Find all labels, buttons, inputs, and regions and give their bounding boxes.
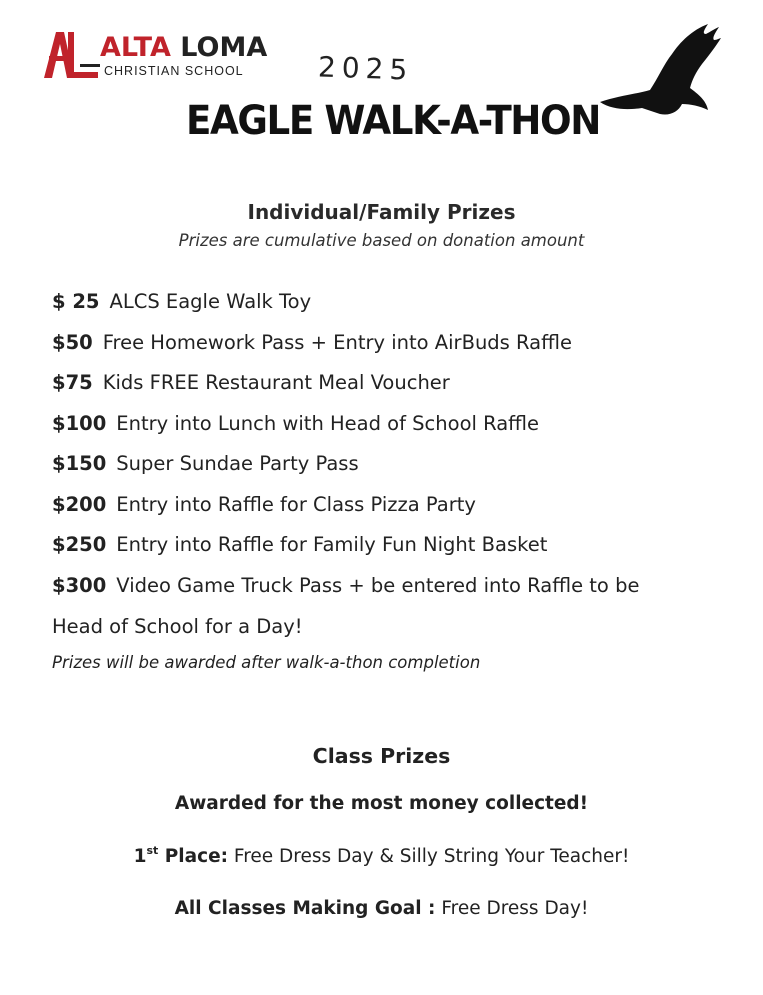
prize-text: ALCS Eagle Walk Toy — [109, 290, 312, 313]
prize-text: Entry into Raffle for Family Fun Night Basket — [116, 533, 548, 556]
all-classes-text: Free Dress Day! — [435, 898, 589, 919]
prize-item — [52, 493, 476, 516]
prize-amount: $250 — [52, 533, 107, 556]
prize-item — [52, 533, 547, 556]
prize-amount: $50 — [52, 331, 93, 354]
prize-item — [52, 331, 572, 354]
first-place-text: Free Dress Day & Silly String Your Teacher! — [228, 846, 630, 867]
prize-text: Kids FREE Restaurant Meal Voucher — [102, 371, 450, 394]
prize-text: Entry into Raffle for Class Pizza Party — [116, 493, 476, 516]
first-place-label: 1st Place: — [133, 844, 229, 867]
prize-text: Entry into Lunch with Head of School Raffle — [116, 412, 540, 435]
prize-item — [52, 452, 359, 475]
prize-award-note: Prizes will be awarded after walk-a-thon completion — [52, 653, 481, 672]
prize-item — [52, 574, 639, 597]
school-name: ALTA LOMA — [100, 32, 268, 63]
all-classes-prize — [0, 898, 763, 919]
prize-amount: $ 25 — [52, 290, 100, 313]
prize-amount: $200 — [52, 493, 107, 516]
prize-text: Super Sundae Party Pass — [116, 452, 359, 475]
prize-text: Free Homework Pass + Entry into AirBuds Raffle — [102, 331, 572, 354]
prize-amount: $100 — [52, 412, 107, 435]
eagle-silhouette-icon — [598, 20, 723, 120]
prize-amount: $300 — [52, 574, 107, 597]
prize-text: Video Game Truck Pass + be entered into Raffle to be — [116, 574, 640, 597]
prize-item — [52, 412, 539, 435]
individual-prizes-subheading: Prizes are cumulative based on donation amount — [178, 231, 585, 250]
school-logo — [40, 26, 280, 86]
prize-amount: $75 — [52, 371, 93, 394]
first-place-prize — [0, 846, 763, 867]
prize-item — [52, 290, 311, 313]
prize-item — [52, 371, 450, 394]
class-prizes-subheading: Awarded for the most money collected! — [174, 793, 589, 814]
all-classes-label: All Classes Making Goal : — [174, 898, 436, 919]
event-year: 2025 — [317, 50, 414, 87]
individual-prizes-heading: Individual/Family Prizes — [247, 200, 516, 224]
class-prizes-heading: Class Prizes — [312, 744, 451, 768]
prize-amount: $150 — [52, 452, 107, 475]
prize-continuation: Head of School for a Day! — [52, 615, 303, 638]
alcs-monogram-icon — [40, 26, 100, 86]
event-title: EAGLE WALK-A-THON — [186, 98, 601, 144]
school-subtitle: CHRISTIAN SCHOOL — [104, 64, 244, 78]
